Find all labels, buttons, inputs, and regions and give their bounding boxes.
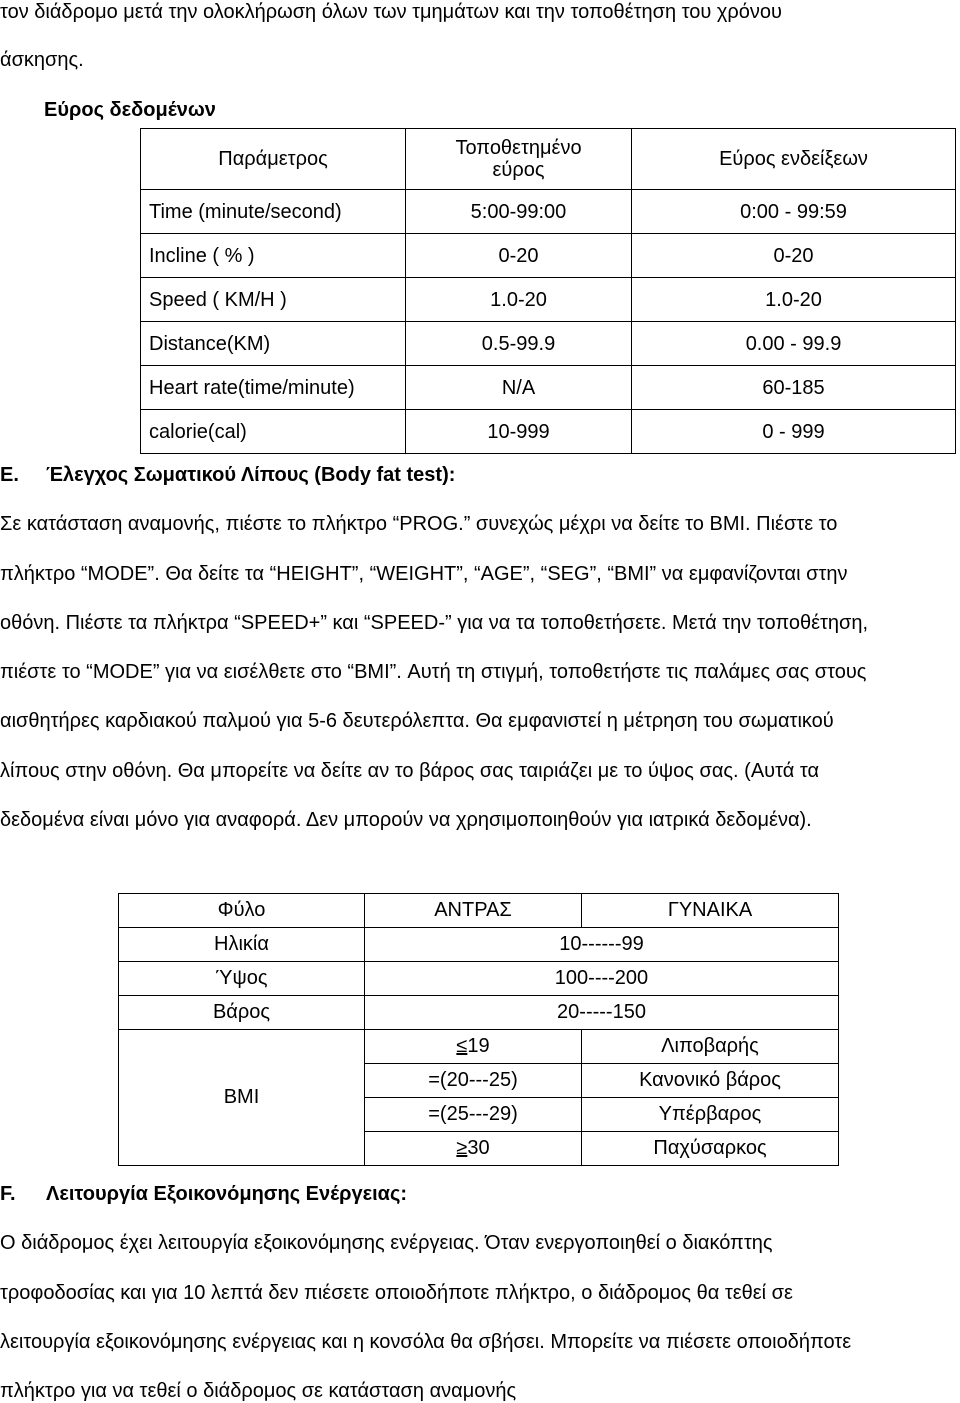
bmi-table	[118, 893, 839, 1166]
cell-parameter: calorie(cal)	[141, 410, 406, 454]
cell-parameter: Heart rate(time/minute)	[141, 366, 406, 410]
intro-line-1: τον διάδρομο μετά την ολοκλήρωση όλων των τμημάτων και την τοποθέτηση του χρόνου	[0, 1, 782, 23]
section-e-heading: Έλεγχος Σωματικού Λίπους (Body fat test):	[46, 464, 456, 486]
cell-display-range: 0.00 - 99.9	[632, 322, 956, 366]
sex-female: ΓΥΝΑΙΚΑ	[582, 894, 839, 928]
table-row-sex	[119, 894, 839, 928]
data-range-table	[140, 128, 956, 454]
table-row-height	[119, 962, 839, 996]
table-row-bmi	[119, 1030, 839, 1064]
section-f-line-2: τροφοδοσίας και για 10 λεπτά δεν πιέσετε οποιοδήποτε πλήκτρο, ο διάδρομος θα τεθεί σε	[0, 1282, 793, 1304]
bmi-category: Λιποβαρής	[582, 1030, 839, 1064]
section-e-line-5: αισθητήρες καρδιακού παλμού για 5-6 δευτερόλεπτα. Θα εμφανιστεί η μέτρηση του σωματικού	[0, 710, 834, 732]
bmi-label: BMI	[119, 1030, 365, 1166]
section-e-line-3: οθόνη. Πιέστε τα πλήκτρα “SPEED+” και “SPEED-” για να τα τοποθετήσετε. Μετά την τοποθέτηση,	[0, 612, 869, 634]
age-range: 10------99	[365, 928, 839, 962]
bmi-category: Κανονικό βάρος	[582, 1064, 839, 1098]
intro-line-2: άσκησης.	[0, 49, 84, 71]
cell-display-range: 1.0-20	[632, 278, 956, 322]
height-range: 100----200	[365, 962, 839, 996]
cell-set-range: N/A	[406, 366, 632, 410]
section-e-line-2: πλήκτρο “MODE”. Θα δείτε τα “HEIGHT”, “WEIGHT”, “AGE”, “SEG”, “BMI” να εμφανίζονται στην	[0, 563, 848, 585]
table-header-row	[141, 129, 956, 190]
cell-parameter: Speed ( KM/H )	[141, 278, 406, 322]
bmi-category: Υπέρβαρος	[582, 1098, 839, 1132]
bmi-range	[365, 1030, 582, 1064]
bmi-range: =(20---25)	[365, 1064, 582, 1098]
table-row	[141, 366, 956, 410]
table-row	[141, 322, 956, 366]
table-row-weight	[119, 996, 839, 1030]
header-set-range-line-2: εύρος	[492, 159, 545, 181]
section-f-letter: F.	[0, 1183, 16, 1205]
section-e-line-7: δεδομένα είναι μόνο για αναφορά. Δεν μπορούν να χρησιμοποιηθούν για ιατρικά δεδομένα).	[0, 809, 812, 831]
range-section-title: Εύρος δεδομένων	[44, 99, 216, 121]
bmi-range-value: 30	[467, 1137, 490, 1159]
sex-label: Φύλο	[119, 894, 365, 928]
bmi-category: Παχύσαρκος	[582, 1132, 839, 1166]
cell-set-range: 5:00-99:00	[406, 190, 632, 234]
bmi-range-value: 19	[467, 1035, 490, 1057]
height-label: Ύψος	[119, 962, 365, 996]
cell-parameter: Distance(KM)	[141, 322, 406, 366]
header-display-range: Εύρος ενδείξεων	[632, 129, 956, 190]
age-label: Ηλικία	[119, 928, 365, 962]
cell-display-range: 60-185	[632, 366, 956, 410]
header-set-range	[406, 129, 632, 190]
section-f-line-3: λειτουργία εξοικονόμησης ενέργειας και η κονσόλα θα σβήσει. Μπορείτε να πιέσετε οποιοδήποτε	[0, 1331, 852, 1353]
table-row	[141, 278, 956, 322]
sex-male: ΑΝΤΡΑΣ	[365, 894, 582, 928]
cell-parameter: Incline ( % )	[141, 234, 406, 278]
less-equal-symbol: ≤	[456, 1035, 468, 1057]
weight-label: Βάρος	[119, 996, 365, 1030]
table-row	[141, 410, 956, 454]
section-e-letter: E.	[0, 464, 19, 486]
cell-display-range: 0 - 999	[632, 410, 956, 454]
section-f-line-4: πλήκτρο για να τεθεί ο διάδρομος σε κατάσταση αναμονής	[0, 1380, 517, 1402]
greater-equal-symbol: ≥	[456, 1137, 468, 1159]
table-row-age	[119, 928, 839, 962]
cell-set-range: 0.5-99.9	[406, 322, 632, 366]
header-parameter: Παράμετρος	[141, 129, 406, 190]
weight-range: 20-----150	[365, 996, 839, 1030]
bmi-range	[365, 1132, 582, 1166]
cell-set-range: 1.0-20	[406, 278, 632, 322]
section-e-line-6: λίπους στην οθόνη. Θα μπορείτε να δείτε αν το βάρος σας ταιριάζει με το ύψος σας. (Αυτά τα	[0, 760, 820, 782]
cell-parameter: Time (minute/second)	[141, 190, 406, 234]
table-row	[141, 234, 956, 278]
section-e-line-1: Σε κατάσταση αναμονής, πιέστε το πλήκτρο “PROG.” συνεχώς μέχρι να δείτε το BMI. Πιέστε το	[0, 513, 838, 535]
section-e-line-4: πιέστε το “MODE” για να εισέλθετε στο “BMI”. Αυτή τη στιγμή, τοποθετήστε τις παλάμες σας στους	[0, 661, 867, 683]
cell-set-range: 10-999	[406, 410, 632, 454]
cell-display-range: 0-20	[632, 234, 956, 278]
header-set-range-line-1: Τοποθετημένο	[455, 137, 582, 159]
section-f-line-1: Ο διάδρομος έχει λειτουργία εξοικονόμησης ενέργειας. Όταν ενεργοποιηθεί ο διακόπτης	[0, 1232, 773, 1254]
bmi-range: =(25---29)	[365, 1098, 582, 1132]
cell-set-range: 0-20	[406, 234, 632, 278]
cell-display-range: 0:00 - 99:59	[632, 190, 956, 234]
table-row	[141, 190, 956, 234]
section-f-heading: Λειτουργία Εξοικονόμησης Ενέργειας:	[46, 1183, 408, 1205]
